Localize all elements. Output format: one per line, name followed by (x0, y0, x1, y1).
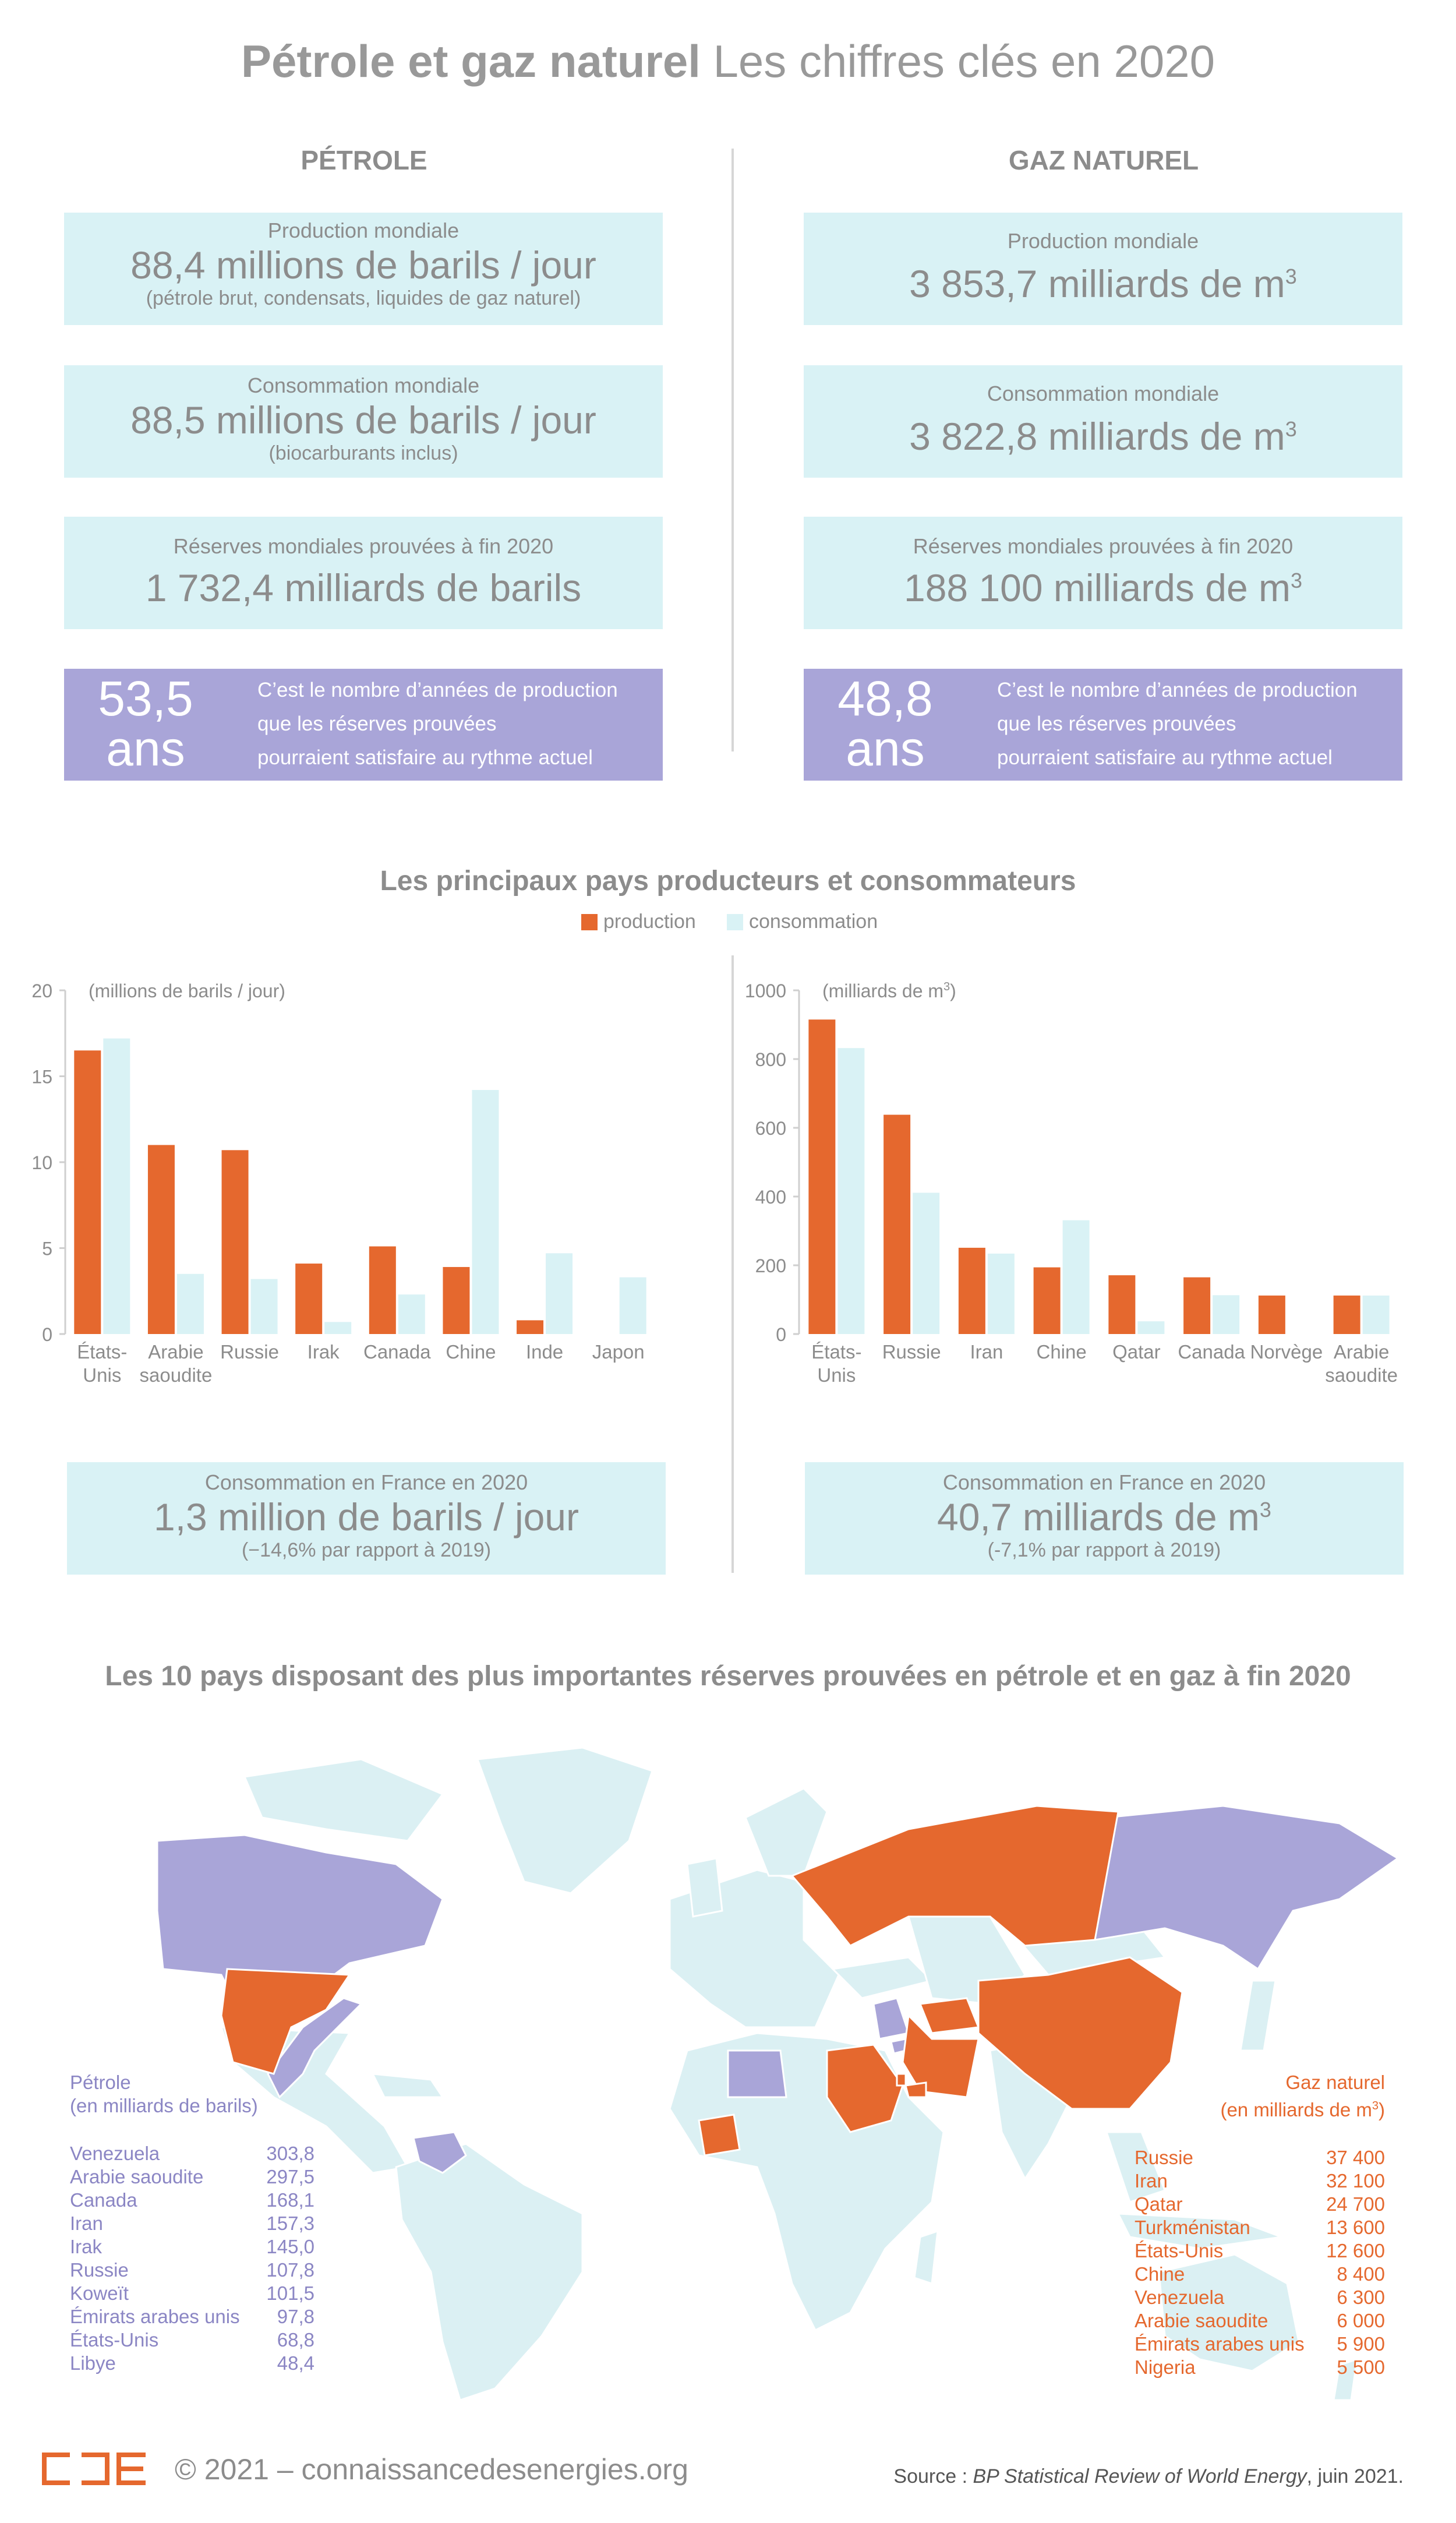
reserves-value: 24 700 (1326, 2193, 1385, 2215)
map-turkey (833, 1957, 932, 1998)
reserves-value: 68,8 (277, 2329, 314, 2351)
x-tick-label: Unis (83, 1364, 122, 1386)
reserves-country: Iran (70, 2213, 103, 2234)
reserves-country: Arabie saoudite (70, 2166, 204, 2187)
bar-consommation (398, 1294, 425, 1334)
reserves-country: Iran (1135, 2170, 1168, 2192)
reserves-country: Émirats arabes unis (1135, 2333, 1305, 2355)
reserves-country: Nigeria (1135, 2356, 1196, 2378)
box-sup: 3 (1259, 1498, 1271, 1522)
y-tick-label: 15 (31, 1066, 52, 1088)
unit-label: (millions de barils / jour) (89, 980, 285, 1001)
box-sup: 3 (1290, 569, 1303, 592)
y-tick-label: 0 (42, 1324, 52, 1345)
box-note: (−14,6% par rapport à 2019) (241, 1539, 492, 1561)
gaz-france-box (805, 1462, 1404, 1575)
bar-consommation (472, 1090, 499, 1334)
y-tick-label: 1000 (744, 980, 786, 1001)
bar-consommation (620, 1278, 646, 1334)
reserves-value: 32 100 (1326, 2170, 1385, 2192)
reserves-row (70, 2212, 314, 2235)
bar-production (222, 1150, 249, 1334)
box-note: (-7,1% par rapport à 2019) (987, 1539, 1221, 1561)
reserves-row (70, 2282, 314, 2305)
reserves-value: 101,5 (266, 2282, 314, 2304)
x-tick-label: États- (811, 1341, 862, 1363)
title-bold: Pétrole et gaz naturel (241, 36, 701, 87)
section2-title: Les principaux pays producteurs et consommateurs (380, 866, 1076, 897)
column-divider (731, 149, 734, 751)
bar-consommation (103, 1039, 130, 1334)
annees-number: 53,5 (98, 671, 193, 726)
reserves-value: 13 600 (1326, 2217, 1385, 2238)
reserves-country: Venezuela (70, 2143, 160, 2164)
petrole-france-box (67, 1462, 666, 1575)
reserves-value: 5 500 (1337, 2356, 1385, 2378)
bar-consommation (1213, 1295, 1239, 1334)
x-tick-label: Japon (592, 1341, 645, 1363)
box-note: (biocarburants inclus) (268, 442, 458, 464)
reserves-country: États-Unis (70, 2329, 159, 2351)
reserves-row (1135, 2309, 1385, 2333)
box-sup: 3 (1285, 264, 1297, 288)
reserves-value: 297,5 (266, 2166, 314, 2187)
petrole-heading: PÉTROLE (301, 145, 427, 175)
reserves-country: Chine (1135, 2263, 1185, 2285)
map-scandinavia (745, 1788, 827, 1876)
x-tick-label: Arabie (1333, 1341, 1390, 1363)
map-nigeria (699, 2115, 740, 2155)
gaz-reserves-box (804, 517, 1402, 629)
page-title (0, 35, 1456, 88)
reserves-value: 157,3 (266, 2213, 314, 2234)
reserves-row (1135, 2263, 1385, 2286)
reserves-value: 145,0 (266, 2236, 314, 2257)
reserves-row (70, 2165, 314, 2189)
bar-consommation (1063, 1220, 1090, 1334)
y-tick-label: 10 (31, 1152, 52, 1173)
reserves-value: 168,1 (266, 2189, 314, 2211)
footer-copyright: © 2021 – connaissancedesenergies.org (175, 2453, 688, 2486)
petrole-annees-box (64, 669, 663, 781)
bar-production (1259, 1296, 1285, 1334)
reserves-row (70, 2259, 314, 2282)
x-tick-label: Canada (363, 1341, 431, 1363)
bar-production (808, 1019, 835, 1334)
x-tick-label: Inde (525, 1341, 564, 1363)
reserves-country: Koweït (70, 2282, 129, 2304)
reserves-row (1135, 2286, 1385, 2309)
x-tick-label: Iran (970, 1341, 1003, 1363)
bar-production (959, 1248, 985, 1334)
map-uae (906, 2083, 926, 2097)
box-value: 188 100 milliards de m (903, 566, 1291, 609)
source-suffix: , juin 2021. (1306, 2465, 1404, 2487)
reserves-value: 5 900 (1337, 2333, 1385, 2355)
annees-text-1: C’est le nombre d’années de production (257, 679, 618, 701)
petrole-reserves-box (64, 517, 663, 629)
map-greenland (478, 1748, 652, 1893)
unit-label: (milliards de $m^3$) (822, 980, 956, 1001)
box-value: 88,5 millions de barils / jour (130, 398, 596, 442)
reserves-row (1135, 2169, 1385, 2193)
annees-number: 48,8 (837, 671, 933, 726)
reserves-value: 48,4 (277, 2352, 314, 2374)
bar-consommation (251, 1279, 278, 1334)
reserves-country: Venezuela (1135, 2286, 1225, 2308)
reserves-country: Irak (70, 2236, 103, 2257)
bar-consommation (324, 1322, 351, 1334)
x-tick-label: Norvège (1250, 1341, 1323, 1363)
gas-table-title: Gaz naturel (1285, 2072, 1385, 2093)
reserves-country: Canada (70, 2189, 137, 2211)
reserves-value: 303,8 (266, 2143, 314, 2164)
box-sup: 3 (1285, 417, 1297, 441)
map-madagascar (914, 2231, 938, 2284)
x-tick-label: Canada (1178, 1341, 1245, 1363)
x-tick-label: Russie (882, 1341, 941, 1363)
reserves-value: 6 000 (1337, 2310, 1385, 2331)
map-qatar (897, 2074, 906, 2086)
reserves-value: 37 400 (1326, 2147, 1385, 2168)
map-japan (1241, 1981, 1275, 2051)
annees-text-2: que les réserves prouvées (997, 712, 1236, 735)
reserves-value: 8 400 (1337, 2263, 1385, 2285)
map-south-america (396, 2144, 582, 2400)
y-tick-label: 400 (755, 1187, 786, 1208)
reserves-value: 97,8 (277, 2306, 314, 2327)
x-tick-label: États- (77, 1341, 128, 1363)
x-tick-label: saoudite (1325, 1364, 1398, 1386)
bar-production (1108, 1275, 1135, 1334)
reserves-value: 107,8 (266, 2259, 314, 2281)
map-turkmenistan (920, 1998, 978, 2033)
unit-sup: 3 (943, 980, 950, 993)
gas-reserves-table (1135, 2071, 1385, 2379)
source-prefix: Source : (893, 2465, 973, 2487)
x-tick-label: Qatar (1112, 1341, 1161, 1363)
box-note: (pétrole brut, condensats, liquides de gaz naturel) (146, 287, 581, 309)
footer-source (893, 2465, 1404, 2488)
annees-text-1: C’est le nombre d’années de production (997, 679, 1358, 701)
legend-production-swatch (581, 914, 598, 930)
petrole-consommation-box (64, 365, 663, 478)
reserves-country: Russie (1135, 2147, 1193, 2168)
y-tick-label: 0 (776, 1324, 786, 1345)
box-value: 88,4 millions de barils / jour (130, 244, 596, 287)
annees-unit: ans (846, 721, 925, 776)
oil-table-subtitle: (en milliards de barils) (70, 2095, 258, 2116)
bar-consommation (1363, 1296, 1390, 1334)
bar-consommation (913, 1193, 939, 1334)
legend-consommation-label: consommation (749, 911, 878, 933)
title-light: Les chiffres clés en 2020 (713, 36, 1215, 87)
reserves-country: Turkménistan (1135, 2217, 1250, 2238)
reserves-value: 12 600 (1326, 2240, 1385, 2261)
bar-production (74, 1050, 101, 1334)
map-libya (728, 2051, 786, 2097)
gaz-production-box (804, 213, 1402, 325)
reserves-row (1135, 2333, 1385, 2356)
bar-consommation (837, 1048, 864, 1334)
reserves-row (1135, 2239, 1385, 2263)
box-label: Production mondiale (267, 218, 460, 242)
reserves-row (1135, 2216, 1385, 2239)
bar-consommation (177, 1274, 204, 1334)
box-label: Réserves mondiales prouvées à fin 2020 (913, 534, 1294, 558)
x-tick-label: Chine (1036, 1341, 1087, 1363)
y-tick-label: 800 (755, 1049, 786, 1070)
reserves-country: Émirats arabes unis (70, 2306, 240, 2327)
cde-logo (41, 2451, 151, 2489)
x-tick-label: Arabie (148, 1341, 204, 1363)
reserves-row (1135, 2356, 1385, 2379)
bar-production (517, 1320, 543, 1334)
gaz-heading: GAZ NATUREL (1008, 145, 1199, 175)
reserves-row (70, 2189, 314, 2212)
legend-consommation-swatch (727, 914, 743, 930)
section3-title: Les 10 pays disposant des plus importantes réserves prouvées en pétrole et en gaz à fin 2020 (105, 1661, 1351, 1692)
reserves-row (1135, 2146, 1385, 2169)
annees-text-2: que les réserves prouvées (257, 712, 497, 735)
unit-close: ) (950, 980, 956, 1001)
gaz-consommation-box (804, 365, 1402, 478)
gaz-annees-box (804, 669, 1402, 781)
box-label: Réserves mondiales prouvées à fin 2020 (173, 534, 554, 558)
box-value: 40,7 milliards de m (937, 1495, 1260, 1538)
reserves-row (70, 2328, 314, 2352)
gas-table-sup: 3 (1372, 2099, 1379, 2112)
reserves-country: Arabie saoudite (1135, 2310, 1268, 2331)
oil-chart (0, 955, 728, 1398)
bar-consommation (546, 1253, 572, 1334)
x-tick-label: Unis (817, 1364, 856, 1386)
box-value: 1,3 million de barils / jour (154, 1495, 579, 1538)
bar-production (1034, 1268, 1061, 1334)
box-label: Consommation mondiale (987, 382, 1220, 405)
gas-chart (735, 955, 1456, 1398)
annees-text-3: pourraient satisfaire au rythme actuel (257, 746, 593, 769)
reserves-country: Russie (70, 2259, 129, 2281)
gas-table-subtitle-close: ) (1379, 2099, 1385, 2120)
reserves-row (70, 2352, 314, 2375)
reserves-row (70, 2142, 314, 2165)
bar-consommation (1137, 1321, 1164, 1334)
column-divider-charts (731, 955, 734, 1573)
reserves-country: Libye (70, 2352, 116, 2374)
y-tick-label: 5 (42, 1238, 52, 1259)
map-uk (687, 1858, 722, 1917)
reserves-row (70, 2235, 314, 2259)
annees-unit: ans (106, 721, 185, 776)
box-label: Consommation en France en 2020 (942, 1470, 1266, 1494)
bar-production (443, 1267, 469, 1334)
box-label: Consommation mondiale (247, 373, 480, 397)
reserves-row (1135, 2193, 1385, 2216)
box-label: Production mondiale (1007, 229, 1199, 253)
bar-production (295, 1264, 322, 1334)
oil-reserves-table (70, 2071, 314, 2375)
box-value: 3 822,8 milliards de m (909, 415, 1285, 458)
map-iraq (874, 1998, 909, 2039)
source-title: BP Statistical Review of World Energy (973, 2465, 1307, 2487)
map-arctic-islands (245, 1759, 443, 1841)
reserves-country: Qatar (1135, 2193, 1183, 2215)
oil-table-title: Pétrole (70, 2072, 131, 2093)
bar-production (1334, 1296, 1360, 1334)
annees-text-3: pourraient satisfaire au rythme actuel (997, 746, 1333, 769)
x-tick-label: Chine (446, 1341, 496, 1363)
map-caribbean (373, 2074, 443, 2097)
reserves-country: États-Unis (1135, 2240, 1224, 2261)
bar-production (369, 1247, 396, 1334)
gas-table-subtitle: (en milliards de m (1220, 2099, 1372, 2120)
box-value: 1 732,4 milliards de barils (145, 566, 582, 609)
bar-consommation (988, 1254, 1015, 1334)
reserves-value: 6 300 (1337, 2286, 1385, 2308)
box-value: 3 853,7 milliards de m (909, 262, 1285, 305)
bar-production (884, 1115, 910, 1334)
bar-production (148, 1145, 175, 1335)
box-label: Consommation en France en 2020 (204, 1470, 528, 1494)
petrole-production-box (64, 213, 663, 325)
reserves-row (70, 2305, 314, 2328)
x-tick-label: Irak (307, 1341, 340, 1363)
x-tick-label: saoudite (139, 1364, 213, 1386)
y-tick-label: 200 (755, 1255, 786, 1276)
legend-production-label: production (603, 911, 696, 933)
x-tick-label: Russie (220, 1341, 279, 1363)
y-tick-label: 20 (31, 980, 52, 1001)
bar-production (1183, 1278, 1210, 1334)
y-tick-label: 600 (755, 1118, 786, 1139)
